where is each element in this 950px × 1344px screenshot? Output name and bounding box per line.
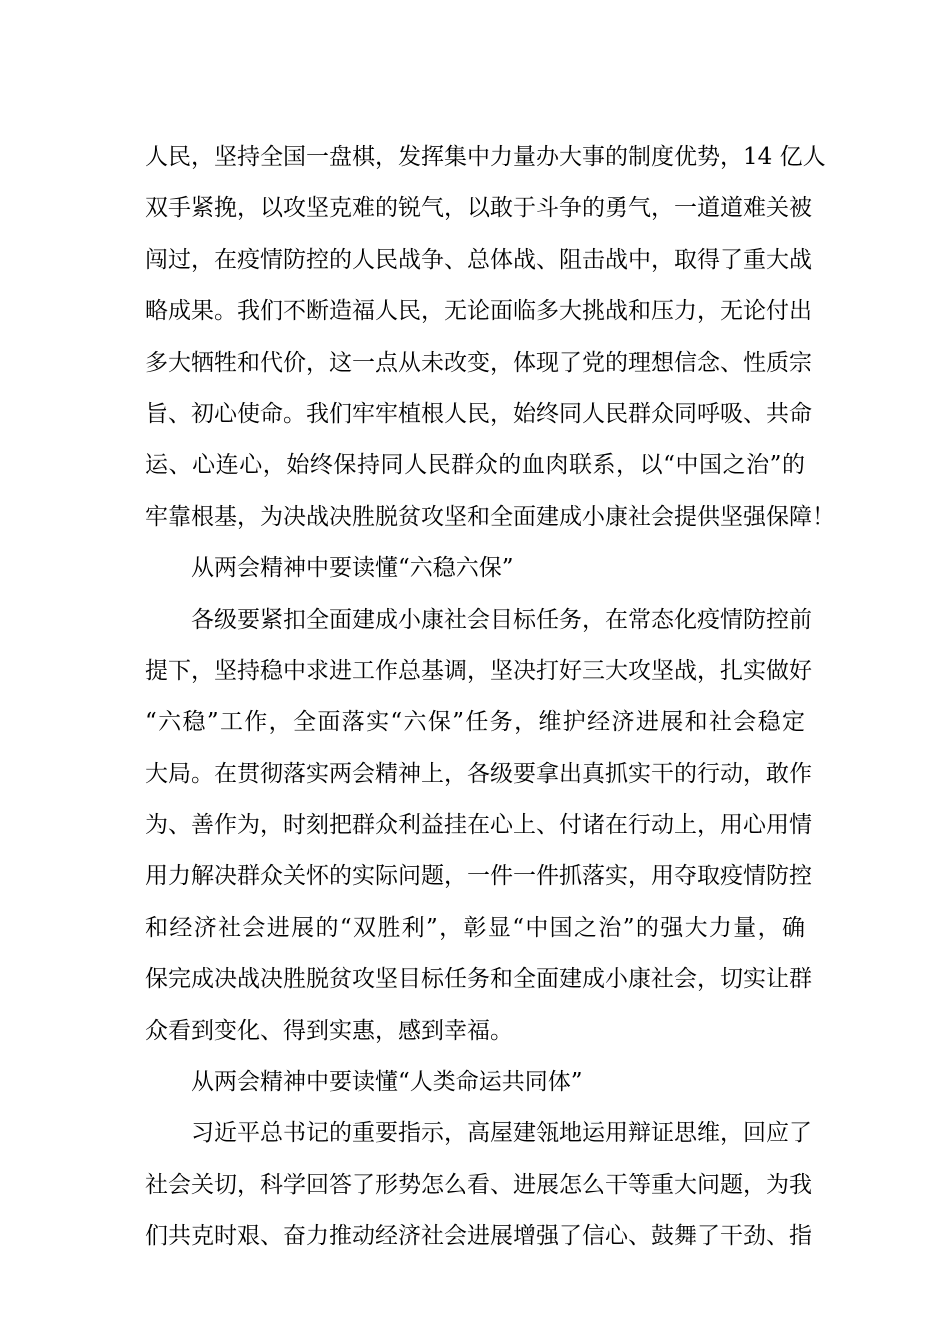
text-line: 们共克时艰、奋力推动经济社会进展增强了信心、鼓舞了干劲、指 <box>145 1223 812 1250</box>
text-line: 牢靠根基，为决战决胜脱贫攻坚和全面建成小康社会提供坚强保障！ <box>145 503 835 530</box>
text-line: 提下，坚持稳中求进工作总基调，坚决打好三大攻坚战，扎实做好 <box>145 657 812 684</box>
text-line: 保完成决战决胜脱贫攻坚目标任务和全面建成小康社会，切实让群 <box>145 966 812 993</box>
text-line: “六稳”工作，全面落实“六保”任务，维护经济进展和社会稳定 <box>145 709 805 736</box>
text-line: 为、善作为，时刻把群众利益挂在心上、付诸在行动上，用心用情 <box>145 812 812 839</box>
text-line: 习近平总书记的重要指示，高屋建瓴地运用辩证思维，回应了 <box>191 1120 812 1147</box>
text-line: 和经济社会进展的“双胜利”，彰显“中国之治”的强大力量，确 <box>145 914 805 941</box>
text-line: 各级要紧扣全面建成小康社会目标任务，在常态化疫情防控前 <box>191 606 812 633</box>
text-line: 闯过，在疫情防控的人民战争、总体战、阻击战中，取得了重大战 <box>145 246 812 273</box>
text-line: 双手紧挽，以攻坚克难的锐气，以敢于斗争的勇气，一道道难关被 <box>145 195 812 222</box>
text-line: 运、心连心，始终保持同人民群众的血肉联系，以“中国之治”的 <box>145 452 805 479</box>
document-body <box>145 132 835 1263</box>
text-line: 旨、初心使命。我们牢牢植根人民，始终同人民群众同呼吸、共命 <box>145 400 812 427</box>
text-line: 用力解决群众关怀的实际问题，一件一件抓落实，用夺取疫情防控 <box>145 863 812 890</box>
text-line: 多大牺牲和代价，这一点从未改变，体现了党的理想信念、性质宗 <box>145 349 812 376</box>
text-line: 社会关切，科学回答了形势怎么看、进展怎么干等重大问题，为我 <box>145 1171 812 1198</box>
text-line: 从两会精神中要读懂“六稳六保” <box>191 555 514 582</box>
text-line: 略成果。我们不断造福人民，无论面临多大挑战和压力，无论付出 <box>145 298 812 325</box>
text-line: 从两会精神中要读懂“人类命运共同体” <box>191 1069 583 1096</box>
text-line: 众看到变化、得到实惠，感到幸福。 <box>145 1017 513 1044</box>
text-line: 人民，坚持全国一盘棋，发挥集中力量办大事的制度优势，14 亿人 <box>145 144 826 170</box>
text-line: 大局。在贯彻落实两会精神上，各级要拿出真抓实干的行动，敢作 <box>145 760 812 787</box>
